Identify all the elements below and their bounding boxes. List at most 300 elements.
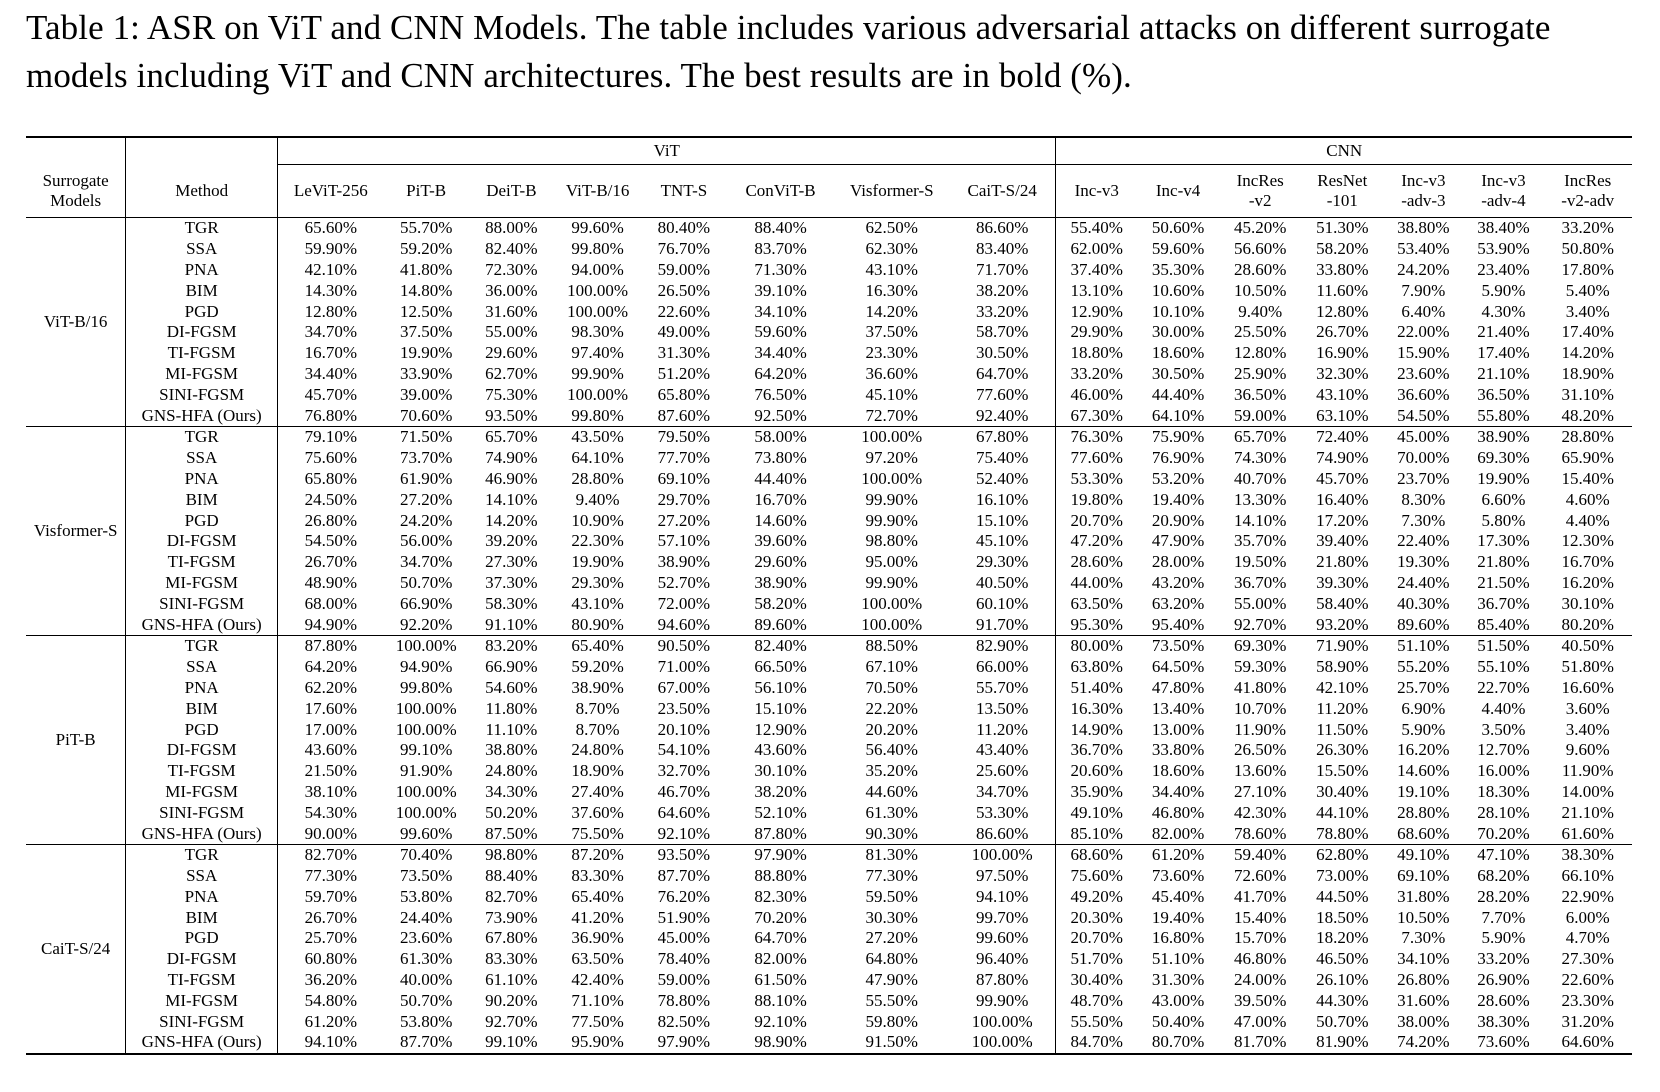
value-cell: 73.70%: [399, 448, 453, 468]
value-cell: 46.90%: [485, 468, 538, 488]
value-cell: 87.80%: [754, 823, 807, 843]
column-header-line: IncRes: [1564, 171, 1612, 190]
value-cell: 59.20%: [571, 657, 624, 677]
column-header-line: ResNet: [1317, 171, 1368, 190]
value-cell: 24.80%: [485, 761, 538, 781]
table-row: [26, 740, 1632, 761]
value-cell: 23.40%: [1477, 259, 1530, 279]
value-cell: 65.60%: [278, 218, 384, 239]
value-cell: 76.90%: [1151, 448, 1205, 468]
value-cell: 90.30%: [865, 823, 918, 843]
value-cell: 15.10%: [949, 510, 1056, 531]
method-cell: DI-FGSM: [126, 740, 278, 761]
value-cell: 26.50%: [657, 280, 711, 300]
value-cell: 29.90%: [1070, 322, 1123, 342]
value-cell: 96.40%: [949, 949, 1056, 970]
value-cell: 88.40%: [485, 866, 538, 886]
value-cell: 40.50%: [949, 573, 1056, 594]
value-cell: 35.70%: [1233, 531, 1287, 551]
value-cell: 39.60%: [754, 531, 807, 551]
value-cell: 91.10%: [485, 614, 538, 634]
value-cell: 99.60%: [949, 928, 1056, 949]
value-cell: 30.40%: [1070, 970, 1123, 990]
value-cell: 92.70%: [1233, 614, 1287, 634]
value-cell: 62.30%: [865, 239, 918, 259]
value-cell: 73.50%: [1137, 635, 1219, 656]
method-cell: TGR: [126, 844, 278, 865]
column-header-resnet-101: [1301, 165, 1383, 218]
value-cell: 30.50%: [1151, 363, 1205, 383]
value-cell: 38.80%: [1383, 218, 1463, 239]
column-header-line: CaiT-S/24: [967, 181, 1037, 200]
value-cell: 11.20%: [949, 719, 1056, 740]
value-cell: 99.10%: [469, 1032, 554, 1054]
value-cell: 77.30%: [304, 866, 357, 886]
column-header-line: ConViT-B: [745, 181, 816, 200]
value-cell: 9.40%: [1238, 301, 1283, 321]
value-cell: 93.50%: [641, 844, 726, 865]
value-cell: 43.10%: [865, 259, 918, 279]
value-cell: 71.30%: [754, 259, 807, 279]
value-cell: 6.90%: [1401, 698, 1446, 718]
value-cell: 12.90%: [754, 719, 807, 739]
value-cell: 59.60%: [1151, 239, 1205, 259]
value-cell: 12.70%: [1477, 740, 1530, 760]
value-cell: 59.30%: [1233, 657, 1287, 677]
method-cell: SSA: [126, 866, 278, 887]
value-cell: 11.80%: [485, 698, 538, 718]
value-cell: 100.00%: [949, 844, 1056, 865]
table-row: [26, 907, 1632, 928]
column-header-visformer-s: [835, 165, 949, 218]
value-cell: 13.50%: [949, 698, 1056, 719]
value-cell: 49.10%: [1070, 802, 1123, 822]
value-cell: 30.10%: [1561, 593, 1614, 613]
value-cell: 50.70%: [399, 572, 453, 592]
value-cell: 45.20%: [1219, 218, 1301, 239]
value-cell: 64.50%: [1151, 657, 1205, 677]
method-cell: BIM: [126, 489, 278, 510]
value-cell: 24.80%: [571, 740, 624, 760]
value-cell: 99.90%: [865, 572, 918, 592]
table-row: [26, 949, 1632, 970]
value-cell: 15.10%: [754, 698, 807, 718]
value-cell: 48.90%: [304, 572, 357, 592]
value-cell: 20.10%: [657, 719, 711, 739]
value-cell: 45.40%: [1151, 886, 1205, 906]
value-cell: 20.60%: [1070, 761, 1123, 781]
value-cell: 3.60%: [1565, 698, 1610, 718]
value-cell: 100.00%: [395, 781, 457, 801]
value-cell: 92.10%: [754, 1011, 807, 1031]
value-cell: 61.50%: [754, 970, 807, 990]
value-cell: 27.10%: [1233, 781, 1287, 801]
value-cell: 39.00%: [399, 384, 453, 404]
value-cell: 13.30%: [1233, 489, 1287, 509]
column-header-line: -adv-4: [1481, 191, 1526, 210]
value-cell: 47.90%: [865, 970, 918, 990]
value-cell: 80.00%: [1056, 635, 1137, 656]
value-cell: 100.00%: [861, 593, 923, 613]
value-cell: 94.00%: [571, 259, 624, 279]
method-cell: TGR: [126, 635, 278, 656]
column-header-line: -adv-3: [1401, 191, 1446, 210]
table-row: [26, 802, 1632, 823]
value-cell: 89.60%: [754, 614, 807, 634]
value-cell: 4.40%: [1565, 510, 1610, 530]
table-row: [26, 405, 1632, 426]
value-cell: 83.20%: [469, 635, 554, 656]
value-cell: 87.70%: [384, 1032, 469, 1054]
value-cell: 41.80%: [399, 259, 453, 279]
value-cell: 43.50%: [554, 426, 641, 447]
value-cell: 68.60%: [1397, 823, 1450, 843]
value-cell: 83.30%: [485, 949, 538, 969]
value-cell: 19.40%: [1151, 489, 1205, 509]
value-cell: 99.80%: [571, 239, 624, 259]
value-cell: 22.60%: [657, 301, 711, 321]
method-cell: TGR: [126, 426, 278, 447]
value-cell: 49.00%: [657, 322, 711, 342]
value-cell: 18.50%: [1316, 907, 1369, 927]
value-cell: 62.50%: [835, 218, 949, 239]
value-cell: 19.90%: [1477, 468, 1530, 488]
value-cell: 16.40%: [1316, 489, 1369, 509]
table-row: [26, 343, 1632, 364]
value-cell: 51.30%: [1301, 218, 1383, 239]
value-cell: 77.60%: [949, 384, 1056, 405]
value-cell: 22.90%: [1561, 886, 1614, 906]
value-cell: 81.30%: [835, 844, 949, 865]
value-cell: 71.10%: [571, 990, 624, 1010]
value-cell: 14.30%: [304, 280, 357, 300]
value-cell: 42.30%: [1233, 802, 1287, 822]
value-cell: 30.40%: [1316, 781, 1369, 801]
value-cell: 65.90%: [1561, 448, 1614, 468]
value-cell: 80.70%: [1137, 1032, 1219, 1054]
value-cell: 30.30%: [865, 907, 918, 927]
value-cell: 78.80%: [1316, 823, 1369, 843]
value-cell: 75.30%: [485, 384, 538, 404]
value-cell: 19.40%: [1151, 907, 1205, 927]
value-cell: 26.90%: [1477, 970, 1530, 990]
value-cell: 33.20%: [949, 301, 1056, 322]
value-cell: 30.50%: [949, 343, 1056, 364]
value-cell: 63.50%: [1070, 593, 1123, 613]
table-row: [26, 657, 1632, 678]
value-cell: 52.40%: [949, 469, 1056, 490]
value-cell: 38.40%: [1463, 218, 1543, 239]
value-cell: 53.90%: [1477, 239, 1530, 259]
value-cell: 44.30%: [1316, 990, 1369, 1010]
value-cell: 79.50%: [641, 426, 726, 447]
value-cell: 59.80%: [865, 1011, 918, 1031]
value-cell: 10.50%: [1233, 280, 1287, 300]
value-cell: 19.50%: [1233, 552, 1287, 572]
value-cell: 6.00%: [1565, 907, 1610, 927]
value-cell: 45.00%: [1383, 426, 1463, 447]
value-cell: 70.20%: [754, 907, 807, 927]
value-cell: 83.30%: [571, 866, 624, 886]
value-cell: 28.60%: [1477, 990, 1530, 1010]
value-cell: 54.50%: [1397, 405, 1450, 425]
value-cell: 57.10%: [657, 531, 711, 551]
value-cell: 33.90%: [399, 363, 453, 383]
value-cell: 56.10%: [754, 677, 807, 697]
value-cell: 51.40%: [1070, 677, 1123, 697]
value-cell: 59.20%: [399, 239, 453, 259]
value-cell: 41.70%: [1233, 886, 1287, 906]
value-cell: 34.70%: [399, 552, 453, 572]
value-cell: 100.00%: [949, 1011, 1056, 1032]
value-cell: 11.90%: [1234, 719, 1287, 739]
value-cell: 64.10%: [571, 448, 624, 468]
value-cell: 64.60%: [657, 802, 711, 822]
value-cell: 74.90%: [485, 448, 538, 468]
table-row: [26, 698, 1632, 719]
value-cell: 59.50%: [865, 886, 918, 906]
value-cell: 16.20%: [1397, 740, 1450, 760]
column-header-convit-b: [727, 165, 835, 218]
value-cell: 59.70%: [304, 886, 357, 906]
value-cell: 16.30%: [865, 280, 918, 300]
value-cell: 16.60%: [1561, 677, 1614, 697]
method-cell: PNA: [126, 260, 278, 281]
value-cell: 18.60%: [1151, 343, 1205, 363]
value-cell: 44.00%: [1070, 572, 1123, 592]
value-cell: 92.50%: [754, 405, 807, 425]
value-cell: 67.80%: [485, 928, 538, 948]
method-cell: PGD: [126, 719, 278, 740]
value-cell: 58.90%: [1316, 657, 1369, 677]
value-cell: 14.10%: [485, 489, 538, 509]
value-cell: 55.80%: [1477, 405, 1530, 425]
value-cell: 74.30%: [1233, 448, 1287, 468]
value-cell: 21.50%: [1477, 572, 1530, 592]
method-cell: SSA: [126, 657, 278, 678]
value-cell: 24.50%: [304, 489, 357, 509]
value-cell: 46.50%: [1316, 949, 1369, 969]
value-cell: 38.80%: [485, 740, 538, 760]
value-cell: 31.80%: [1397, 886, 1450, 906]
value-cell: 79.10%: [278, 426, 384, 447]
value-cell: 50.40%: [1151, 1011, 1205, 1031]
value-cell: 15.70%: [1233, 928, 1287, 948]
value-cell: 70.50%: [865, 677, 918, 697]
method-cell: TI-FGSM: [126, 552, 278, 573]
table-caption: Table 1: ASR on ViT and CNN Models. The table includes various adversarial attacks on different surrogate models including ViT and CNN architectures. The best results are in bold (%).: [26, 8, 1551, 95]
value-cell: 31.60%: [485, 301, 538, 321]
value-cell: 67.10%: [865, 657, 918, 677]
value-cell: 12.90%: [1070, 301, 1123, 321]
value-cell: 62.20%: [304, 677, 357, 697]
value-cell: 91.70%: [949, 614, 1056, 635]
method-cell: PGD: [126, 510, 278, 531]
value-cell: 18.30%: [1477, 781, 1530, 801]
value-cell: 77.50%: [571, 1011, 624, 1031]
method-cell: MI-FGSM: [126, 573, 278, 594]
value-cell: 100.00%: [567, 301, 629, 321]
value-cell: 65.70%: [469, 426, 554, 447]
surrogate-models-header: [26, 165, 126, 218]
value-cell: 60.10%: [949, 593, 1056, 614]
value-cell: 29.60%: [485, 343, 538, 363]
value-cell: 91.50%: [835, 1032, 949, 1054]
value-cell: 69.10%: [1397, 866, 1450, 886]
value-cell: 17.60%: [304, 698, 357, 718]
method-cell: SSA: [126, 448, 278, 469]
value-cell: 30.10%: [754, 761, 807, 781]
value-cell: 77.70%: [657, 448, 711, 468]
value-cell: 42.40%: [571, 970, 624, 990]
value-cell: 51.10%: [1383, 635, 1463, 656]
value-cell: 18.80%: [1070, 343, 1123, 363]
value-cell: 33.20%: [1477, 949, 1530, 969]
value-cell: 23.60%: [399, 928, 453, 948]
value-cell: 39.10%: [754, 280, 807, 300]
value-cell: 77.30%: [865, 866, 918, 886]
value-cell: 5.90%: [1481, 280, 1526, 300]
value-cell: 95.00%: [865, 552, 918, 572]
value-cell: 73.50%: [399, 866, 453, 886]
value-cell: 31.10%: [1561, 384, 1614, 404]
value-cell: 21.10%: [1561, 802, 1614, 822]
value-cell: 23.50%: [657, 698, 711, 718]
value-cell: 27.30%: [1561, 949, 1614, 969]
method-cell: GNS-HFA (Ours): [126, 614, 278, 635]
value-cell: 88.50%: [835, 635, 949, 656]
value-cell: 43.10%: [571, 593, 624, 613]
method-cell: TI-FGSM: [126, 970, 278, 991]
value-cell: 43.00%: [1151, 990, 1205, 1010]
value-cell: 21.10%: [1477, 363, 1530, 383]
value-cell: 36.00%: [485, 280, 538, 300]
value-cell: 42.10%: [1316, 677, 1369, 697]
value-cell: 84.70%: [1056, 1032, 1137, 1054]
value-cell: 99.80%: [571, 405, 624, 425]
value-cell: 91.90%: [399, 761, 453, 781]
value-cell: 17.80%: [1561, 259, 1614, 279]
value-cell: 44.50%: [1316, 886, 1369, 906]
value-cell: 17.30%: [1477, 531, 1530, 551]
value-cell: 82.40%: [727, 635, 835, 656]
value-cell: 4.70%: [1565, 928, 1610, 948]
value-cell: 85.40%: [1477, 614, 1530, 634]
value-cell: 33.80%: [1151, 740, 1205, 760]
surrogate-model-cell: PiT-B: [26, 635, 126, 844]
value-cell: 28.80%: [1543, 426, 1632, 447]
value-cell: 62.00%: [1070, 239, 1123, 259]
value-cell: 97.90%: [727, 844, 835, 865]
method-cell: PNA: [126, 678, 278, 699]
value-cell: 100.00%: [835, 426, 949, 447]
value-cell: 71.50%: [384, 426, 469, 447]
value-cell: 72.40%: [1301, 426, 1383, 447]
value-cell: 18.90%: [1561, 363, 1614, 383]
value-cell: 26.70%: [304, 552, 357, 572]
value-cell: 38.30%: [1477, 1011, 1530, 1031]
value-cell: 16.10%: [949, 489, 1056, 510]
value-cell: 89.60%: [1397, 614, 1450, 634]
value-cell: 99.90%: [571, 363, 624, 383]
table-row: [26, 823, 1632, 844]
value-cell: 25.50%: [1233, 322, 1287, 342]
value-cell: 53.30%: [949, 802, 1056, 823]
value-cell: 24.40%: [1397, 572, 1450, 592]
value-cell: 46.80%: [1233, 949, 1287, 969]
value-cell: 38.20%: [949, 280, 1056, 301]
value-cell: 86.60%: [949, 218, 1056, 239]
value-cell: 19.30%: [1397, 552, 1450, 572]
value-cell: 14.20%: [1561, 343, 1614, 363]
value-cell: 15.90%: [1397, 343, 1450, 363]
value-cell: 8.70%: [575, 719, 620, 739]
value-cell: 88.00%: [469, 218, 554, 239]
value-cell: 66.50%: [754, 657, 807, 677]
value-cell: 3.40%: [1565, 301, 1610, 321]
column-header-line: Inc-v3: [1074, 181, 1119, 200]
value-cell: 55.00%: [1233, 593, 1287, 613]
method-cell: PNA: [126, 469, 278, 490]
table-row: [26, 678, 1632, 699]
value-cell: 95.90%: [554, 1032, 641, 1054]
column-header-line: -101: [1326, 191, 1358, 210]
value-cell: 92.10%: [657, 823, 711, 843]
value-cell: 75.90%: [1137, 426, 1219, 447]
value-cell: 43.40%: [949, 740, 1056, 761]
value-cell: 27.20%: [865, 928, 918, 948]
value-cell: 10.10%: [1151, 301, 1205, 321]
value-cell: 95.30%: [1070, 614, 1123, 634]
value-cell: 94.10%: [949, 887, 1056, 908]
value-cell: 55.50%: [865, 990, 918, 1010]
method-cell: SINI-FGSM: [126, 802, 278, 823]
value-cell: 37.60%: [571, 802, 624, 822]
value-cell: 41.80%: [1233, 677, 1287, 697]
method-cell: TGR: [126, 218, 278, 239]
value-cell: 69.30%: [1477, 448, 1530, 468]
value-cell: 44.40%: [754, 468, 807, 488]
method-cell: DI-FGSM: [126, 949, 278, 970]
value-cell: 24.00%: [1233, 970, 1287, 990]
value-cell: 19.80%: [1070, 489, 1123, 509]
value-cell: 29.60%: [754, 552, 807, 572]
value-cell: 49.10%: [1383, 844, 1463, 865]
value-cell: 26.30%: [1316, 740, 1369, 760]
value-cell: 51.10%: [1151, 949, 1205, 969]
value-cell: 78.60%: [1233, 823, 1287, 843]
value-cell: 11.20%: [1316, 698, 1369, 718]
value-cell: 24.20%: [1397, 259, 1450, 279]
value-cell: 22.30%: [571, 531, 624, 551]
column-header-levit-256: [278, 165, 384, 218]
value-cell: 63.20%: [1151, 593, 1205, 613]
table-row: [26, 614, 1632, 635]
value-cell: 14.60%: [1397, 761, 1450, 781]
surrogate-model-cell: CaiT-S/24: [26, 844, 126, 1053]
value-cell: 64.70%: [949, 364, 1056, 385]
table-row: [26, 593, 1632, 614]
value-cell: 76.70%: [657, 239, 711, 259]
value-cell: 51.70%: [1070, 949, 1123, 969]
column-header-inc-v3: [1056, 165, 1137, 218]
value-cell: 10.60%: [1151, 280, 1205, 300]
column-header-line: -v2: [1248, 191, 1272, 210]
value-cell: 28.10%: [1477, 802, 1530, 822]
value-cell: 80.40%: [641, 218, 726, 239]
method-cell: PGD: [126, 301, 278, 322]
column-header-line: TNT-S: [660, 181, 708, 200]
